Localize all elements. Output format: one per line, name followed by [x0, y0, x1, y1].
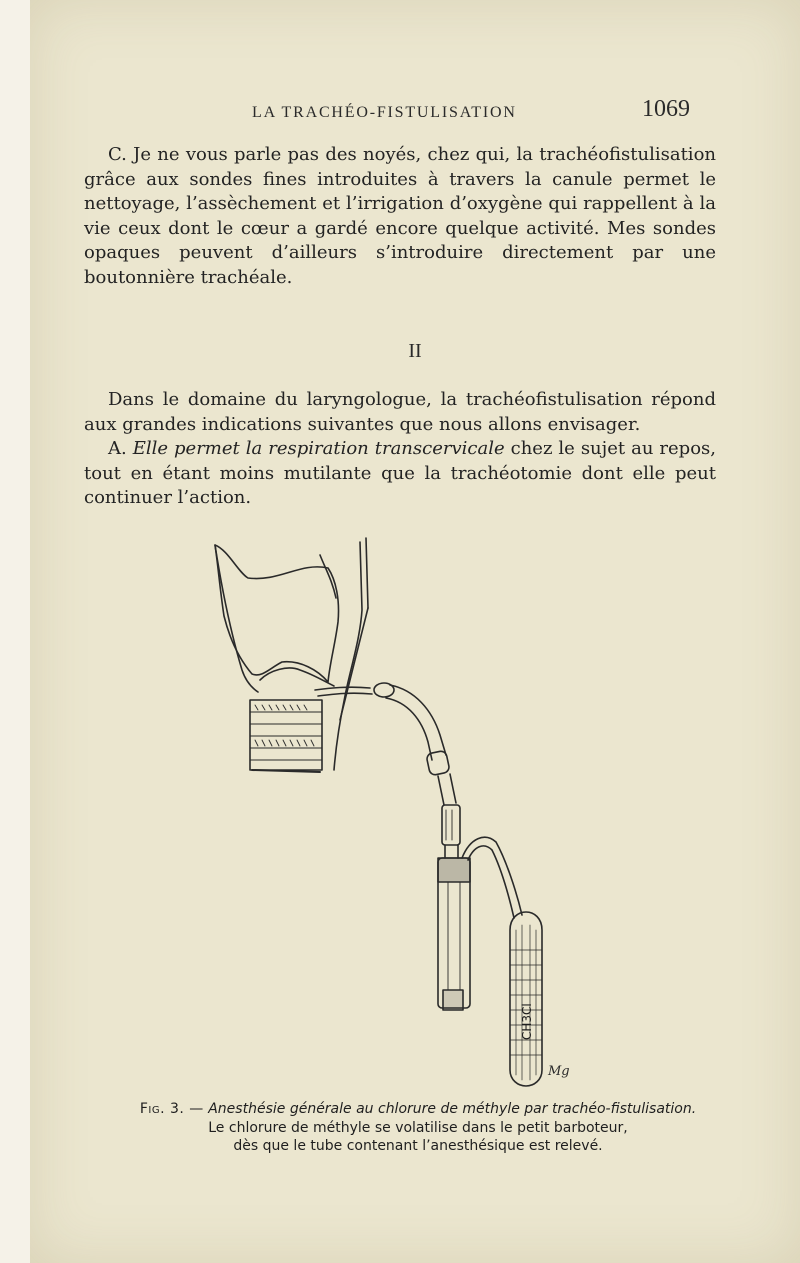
caption-label: Fig. 3. —	[139, 1101, 204, 1117]
paragraph-point-a	[84, 437, 716, 511]
paragraph-indications-text: Dans le domaine du laryngologue, la trachéofistulisation répond aux grandes indications suivantes que nous allons envisager.	[84, 389, 716, 435]
section-number: II	[408, 340, 422, 362]
point-a-rest: chez le sujet au repos, tout en étant moins mutilante que la trachéotomie dont elle peut continuer l’action.	[84, 438, 716, 509]
figure-caption	[78, 1100, 758, 1156]
paragraph-indications	[84, 388, 716, 437]
anesthetic-bottle	[510, 912, 542, 1086]
page-header	[30, 96, 800, 126]
paragraph-drowned-text: C. Je ne vous parle pas des noyés, chez qui, la trachéofistulisation grâce aux sondes fines introduites à travers la canule permet le nettoyage, l’assèchement et l’irrigation d’oxygène qui rappellent à la vie ceux dont le cœur a gardé encore quelque activité. Mes sondes opaques peuvent d’ailleurs s’introduire directement par une boutonnière trachéale.	[84, 144, 716, 288]
larynx-outline	[215, 545, 339, 682]
point-a-lead: A.	[108, 438, 127, 459]
caption-title: Anesthésie générale au chlorure de méthyle par trachéo-fistulisation.	[208, 1101, 697, 1117]
caption-line-3: dès que le tube contenant l’anesthésique est relevé.	[233, 1138, 603, 1154]
book-page	[30, 0, 800, 1263]
caption-line-2: Le chlorure de méthyle se volatilise dans le petit barboteur,	[208, 1119, 628, 1136]
illustrator-signature: Mg	[548, 1064, 570, 1079]
bottle-label: CH3Cl	[520, 1003, 534, 1040]
running-title: LA TRACHÉO-FISTULISATION	[252, 104, 517, 121]
paragraph-drowned	[84, 143, 716, 291]
page-number: 1069	[642, 96, 690, 122]
caption-line-1	[78, 1100, 758, 1119]
figure-illustration	[200, 520, 620, 1100]
point-a-italic: Elle permet la respiration transcervicale	[132, 438, 505, 459]
